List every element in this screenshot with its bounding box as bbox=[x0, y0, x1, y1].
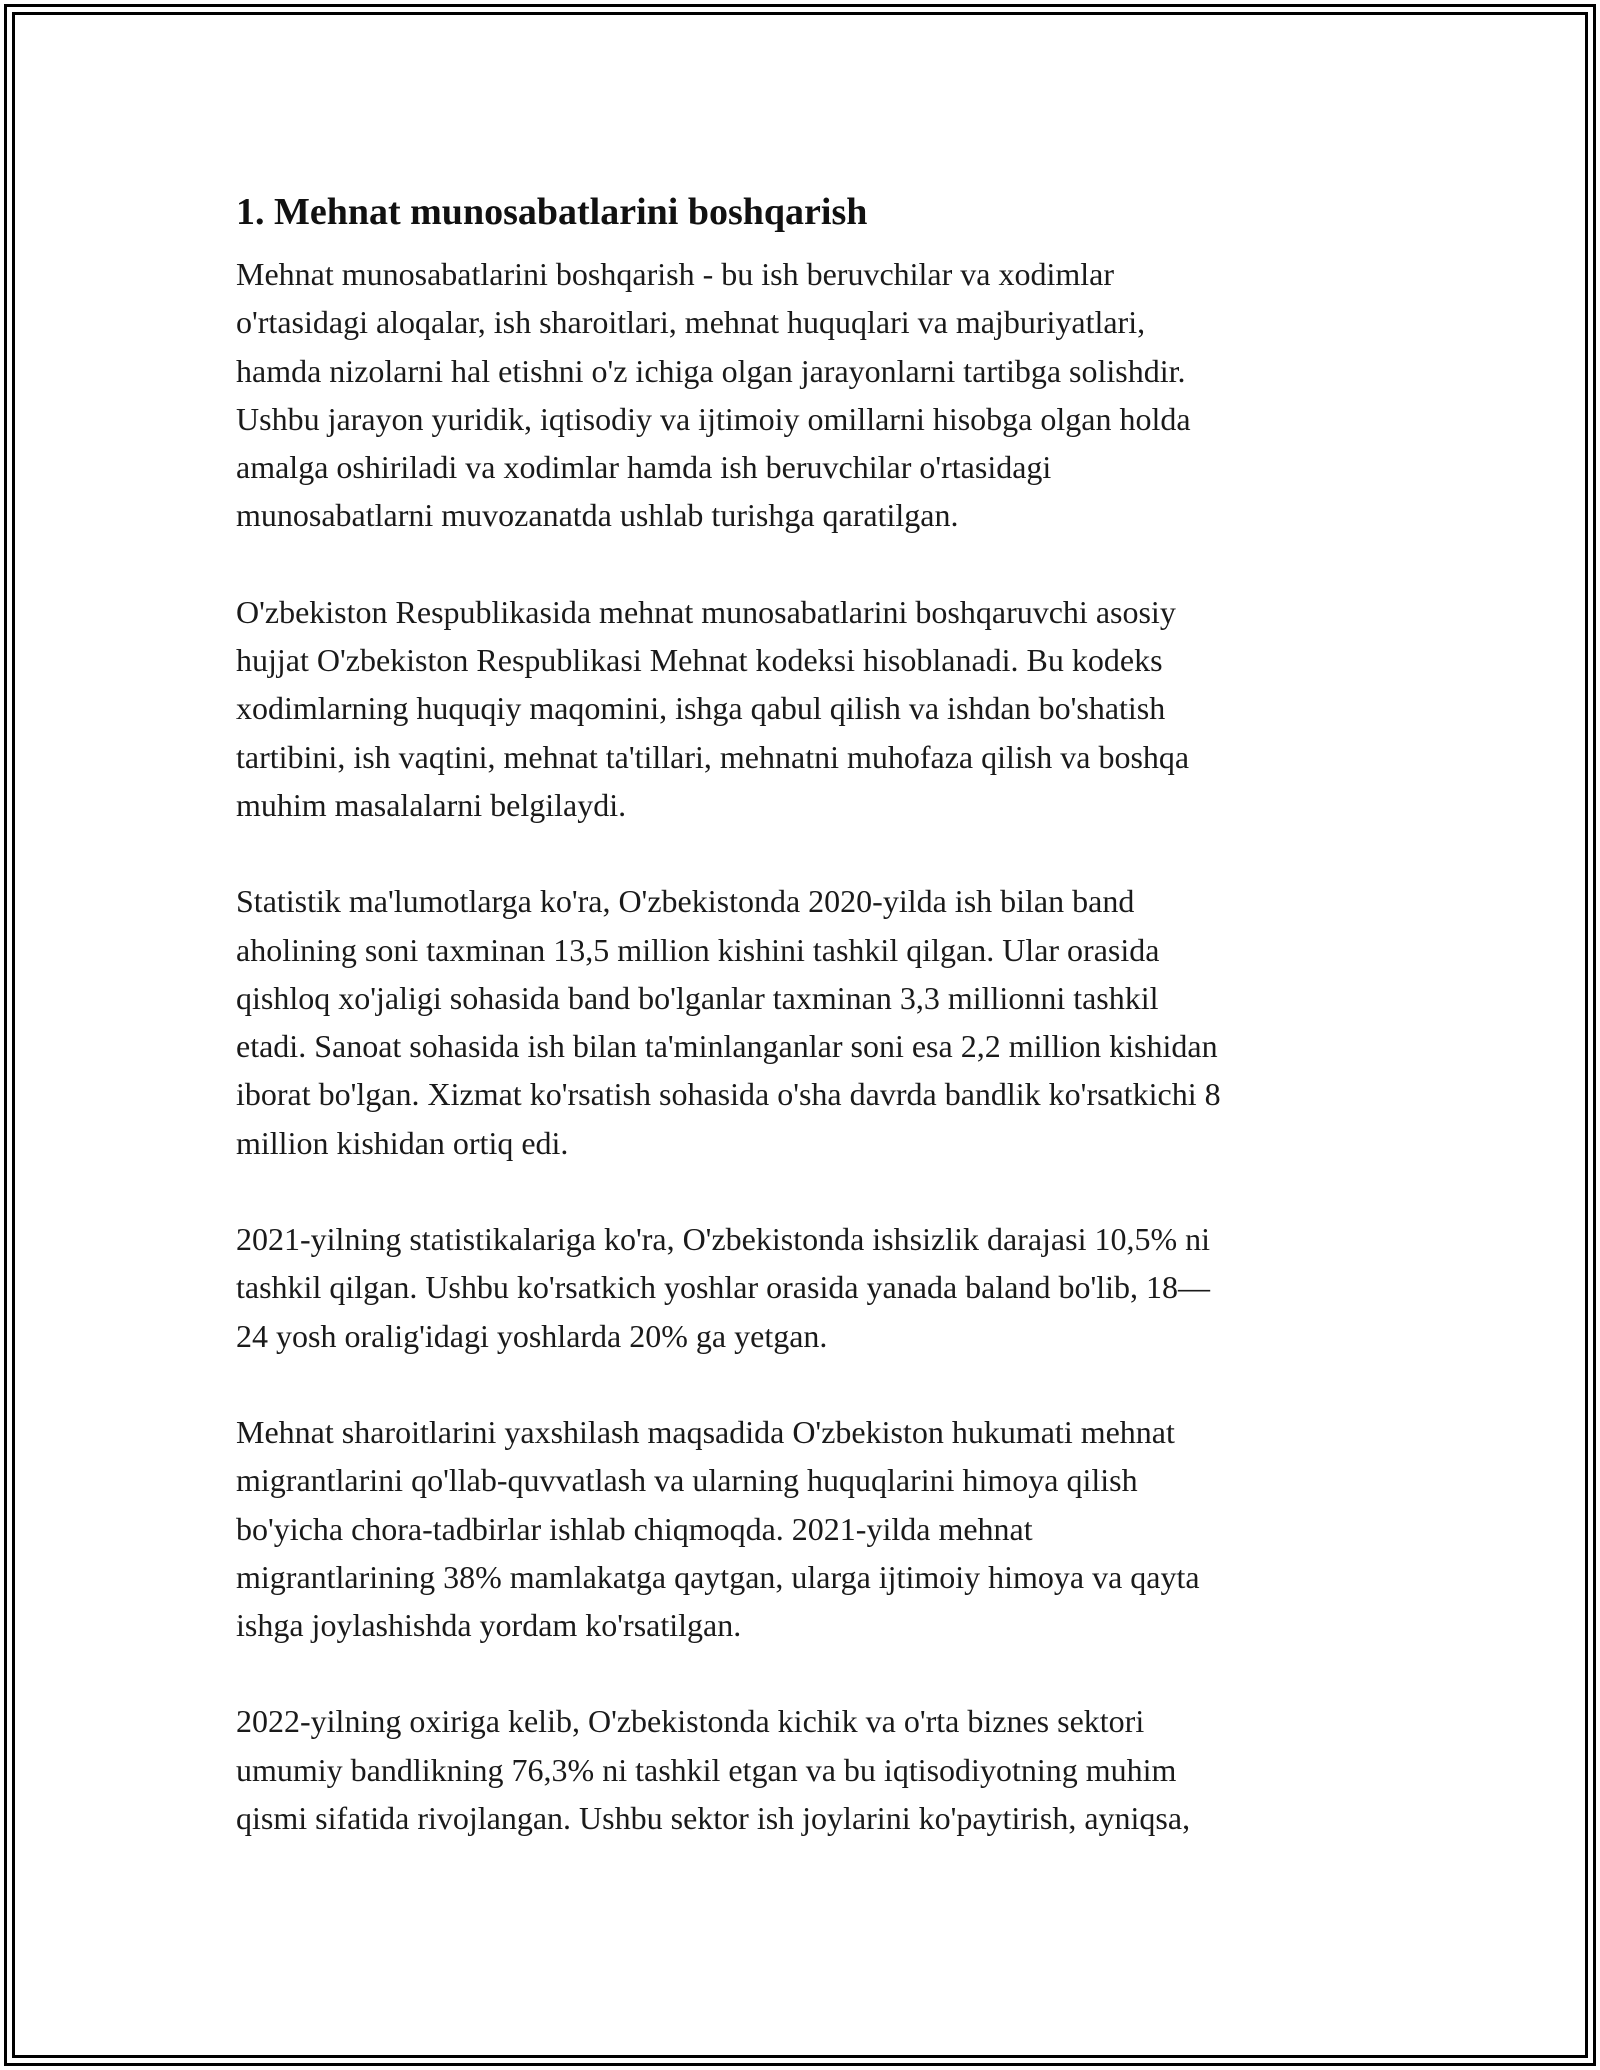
text-line: umumiy bandlikning 76,3% ni tashkil etgan va bu iqtisodiyotning muhim bbox=[236, 1751, 1177, 1788]
text-line: tashkil qilgan. Ushbu ko'rsatkich yoshlar orasida yanada baland bo'lib, 18— bbox=[236, 1269, 1210, 1306]
text-line: 2022-yilning oxiriga kelib, O'zbekistonda kichik va o'rta biznes sektori bbox=[236, 1703, 1145, 1740]
text-line: Mehnat sharoitlarini yaxshilash maqsadida O'zbekiston hukumati mehnat bbox=[236, 1413, 1175, 1450]
text-line: xodimlarning huquqiy maqomini, ishga qabul qilish va ishdan bo'shatish bbox=[236, 690, 1166, 727]
paragraph-definition bbox=[236, 250, 1376, 540]
text-line: 2021-yilning statistikalariga ko'ra, O'zbekistonda ishsizlik darajasi 10,5% ni bbox=[236, 1221, 1210, 1258]
paragraph-migrants bbox=[236, 1408, 1376, 1649]
paragraph-labor-code bbox=[236, 588, 1376, 829]
text-line: tartibini, ish vaqtini, mehnat ta'tillari, mehnatni muhofaza qilish va boshqa bbox=[236, 738, 1190, 775]
text-line: Mehnat munosabatlarini boshqarish - bu ish beruvchilar va xodimlar bbox=[236, 256, 1115, 292]
text-line: munosabatlarni muvozanatda ushlab turishga qaratilgan. bbox=[236, 497, 959, 534]
text-line: amalga oshiriladi va xodimlar hamda ish beruvchilar o'rtasidagi bbox=[236, 449, 1052, 486]
paragraph-small-business bbox=[236, 1697, 1376, 1842]
text-line: bo'yicha chora-tadbirlar ishlab chiqmoqda. 2021-yilda mehnat bbox=[236, 1510, 1033, 1547]
text-line: million kishidan ortiq edi. bbox=[236, 1124, 569, 1161]
section-title: 1. Mehnat munosabatlarini boshqarish bbox=[236, 191, 868, 233]
text-line: O'zbekiston Respublikasida mehnat munosabatlarini boshqaruvchi asosiy bbox=[236, 593, 1176, 630]
text-line: iborat bo'lgan. Xizmat ko'rsatish sohasida o'sha davrda bandlik ko'rsatkichi 8 bbox=[236, 1076, 1221, 1113]
text-line: qismi sifatida rivojlangan. Ushbu sektor ish joylarini ko'paytirish, ayniqsa, bbox=[236, 1800, 1191, 1837]
paragraph-unemployment bbox=[236, 1215, 1376, 1360]
text-line: ishga joylashishda yordam ko'rsatilgan. bbox=[236, 1607, 742, 1644]
text-line: migrantlarining 38% mamlakatga qaytgan, ularga ijtimoiy himoya va qayta bbox=[236, 1558, 1200, 1595]
text-line: migrantlarini qo'llab-quvvatlash va ularning huquqlarini himoya qilish bbox=[236, 1462, 1138, 1499]
text-line: aholining soni taxminan 13,5 million kishini tashkil qilgan. Ular orasida bbox=[236, 931, 1160, 968]
text-line: muhim masalalarni belgilaydi. bbox=[236, 786, 627, 823]
text-line: 24 yosh oralig'idagi yoshlarda 20% ga yetgan. bbox=[236, 1317, 828, 1354]
text-line: hujjat O'zbekiston Respublikasi Mehnat kodeksi hisoblanadi. Bu kodeks bbox=[236, 642, 1163, 679]
text-line: hamda nizolarni hal etishni o'z ichiga olgan jarayonlarni tartibga solishdir. bbox=[236, 352, 1186, 389]
text-line: o'rtasidagi aloqalar, ish sharoitlari, mehnat huquqlari va majburiyatlari, bbox=[236, 304, 1146, 341]
paragraph-employment-statistics bbox=[236, 877, 1376, 1167]
document-body bbox=[236, 182, 1376, 1890]
text-line: etadi. Sanoat sohasida ish bilan ta'minlanganlar soni esa 2,2 million kishidan bbox=[236, 1028, 1218, 1065]
text-line: Ushbu jarayon yuridik, iqtisodiy va ijtimoiy omillarni hisobga olgan holda bbox=[236, 400, 1191, 437]
text-line: qishloq xo'jaligi sohasida band bo'lganlar taxminan 3,3 millionni tashkil bbox=[236, 979, 1159, 1016]
text-line: Statistik ma'lumotlarga ko'ra, O'zbekistonda 2020-yilda ish bilan band bbox=[236, 883, 1135, 920]
